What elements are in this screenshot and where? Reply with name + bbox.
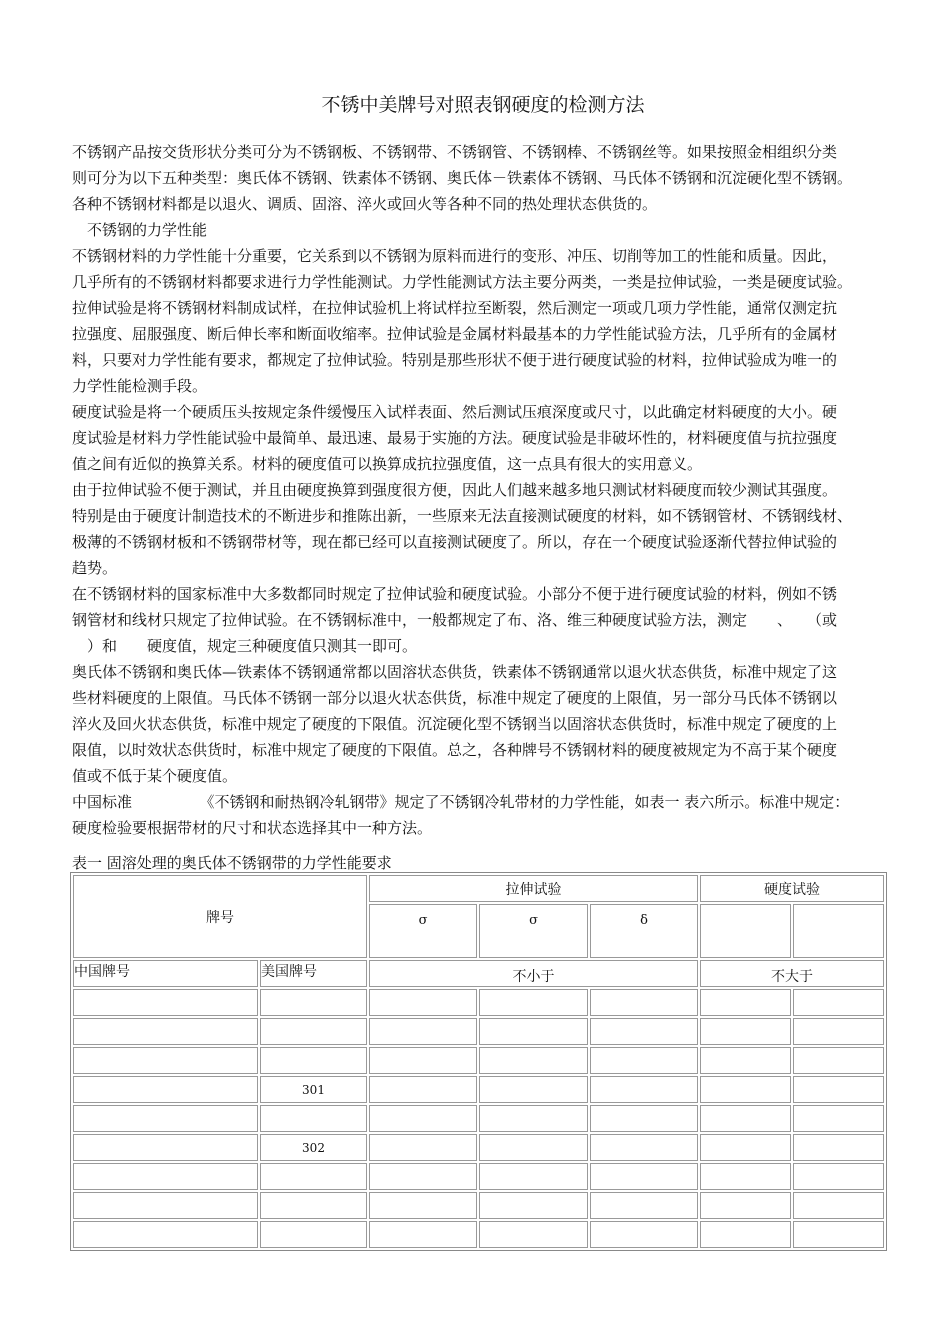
table-row	[73, 1047, 884, 1074]
table-cell	[73, 1018, 258, 1045]
table-cell	[479, 1047, 588, 1074]
table-cell	[590, 1221, 698, 1248]
table-cell	[73, 989, 258, 1016]
text-line: 力学性能检测手段。	[72, 377, 208, 395]
text-line: 不锈钢的力学性能	[72, 221, 208, 239]
table-cell	[700, 1047, 791, 1074]
us-grade-header: 美国牌号	[260, 960, 367, 987]
text-line: 硬度试验是将一个硬质压头按规定条件缓慢压入试样表面、然后测试压痕深度或尺寸，以此确定材料硬度的大小。硬	[72, 403, 838, 421]
paragraph	[72, 139, 902, 217]
table-cell	[590, 1134, 698, 1161]
text-line: 由于拉伸试验不便于测试，并且由硬度换算到强度很方便，因此人们越来越多地只测试材料硬度而较少测试其强度。	[72, 481, 838, 499]
grade-header: 牌号	[73, 875, 367, 958]
paragraph	[72, 789, 902, 841]
table-cell	[700, 1192, 791, 1219]
text-line: 硬度检验要根据带材的尺寸和状态选择其中一种方法。	[72, 819, 433, 837]
table-cell	[369, 1047, 477, 1074]
paragraph	[72, 399, 902, 477]
paragraph	[72, 581, 902, 659]
text-line: 各种不锈钢材料都是以退火、调质、固溶、淬火或回火等各种不同的热处理状态供货的。	[72, 195, 658, 213]
table-cell	[260, 1105, 367, 1132]
table-cell	[793, 1018, 884, 1045]
text-line: 不锈钢产品按交货形状分类可分为不锈钢板、不锈钢带、不锈钢管、不锈钢棒、不锈钢丝等。如果按照金相组织分类	[72, 143, 838, 161]
table-cell	[73, 1221, 258, 1248]
text-line: 则可分为以下五种类型：奥氏体不锈钢、铁素体不锈钢、奥氏体－铁素体不锈钢、马氏体不锈钢和沉淀硬化型不锈钢。	[72, 169, 853, 187]
text-line: 值或不低于某个硬度值。	[72, 767, 238, 785]
table-cell	[700, 1076, 791, 1103]
table-cell	[73, 1192, 258, 1219]
table-cell: 302	[260, 1134, 367, 1161]
text-line: 在不锈钢材料的国家标准中大多数都同时规定了拉伸试验和硬度试验。小部分不便于进行硬度试验的材料，例如不锈	[72, 585, 838, 603]
table-cell	[260, 1018, 367, 1045]
table-cell	[793, 1105, 884, 1132]
table-cell	[700, 989, 791, 1016]
text-line: 奥氏体不锈钢和奥氏体—铁素体不锈钢通常都以固溶状态供货，铁素体不锈钢通常以退火状态供货，标准中规定了这	[72, 663, 838, 681]
table-cell	[700, 1221, 791, 1248]
text-line: 不锈钢材料的力学性能十分重要，它关系到以不锈钢为原料而进行的变形、冲压、切削等加工的性能和质量。因此，	[72, 247, 838, 265]
not-more-header: 不大于	[700, 960, 884, 987]
table-cell	[700, 1163, 791, 1190]
text-line: 些材料硬度的上限值。马氏体不锈钢一部分以退火状态供货，标准中规定了硬度的上限值，另一部分马氏体不锈钢以	[72, 689, 838, 707]
table-cell	[590, 1105, 698, 1132]
table-cell	[479, 1192, 588, 1219]
table-cell	[260, 1192, 367, 1219]
not-less-header: 不小于	[369, 960, 698, 987]
table-cell	[479, 1221, 588, 1248]
table-cell	[793, 1221, 884, 1248]
text-line: 特别是由于硬度计制造技术的不断进步和推陈出新，一些原来无法直接测试硬度的材料，如不锈钢管材、不锈钢线材、	[72, 507, 853, 525]
table-cell	[479, 1076, 588, 1103]
table-cell	[260, 1221, 367, 1248]
text-line: 限值，以时效状态供货时，标准中规定了硬度的下限值。总之，各种牌号不锈钢材料的硬度被规定为不高于某个硬度	[72, 741, 838, 759]
paragraph	[72, 217, 902, 243]
table-cell	[369, 1192, 477, 1219]
text-line: 淬火及回火状态供货，标准中规定了硬度的下限值。沉淀硬化型不锈钢当以固溶状态供货时，标准中规定了硬度的上	[72, 715, 838, 733]
table-cell	[590, 1163, 698, 1190]
table-cell	[479, 989, 588, 1016]
table-cell	[479, 1134, 588, 1161]
table-cell	[700, 1018, 791, 1045]
table-cell	[700, 1134, 791, 1161]
properties-table	[70, 872, 887, 1251]
table-cell	[479, 1163, 588, 1190]
text-line: 度试验是材料力学性能试验中最简单、最迅速、最易于实施的方法。硬度试验是非破坏性的，材料硬度值与抗拉强度	[72, 429, 838, 447]
table-row	[73, 1192, 884, 1219]
paragraph	[72, 477, 902, 581]
text-line: ）和 硬度值，规定三种硬度值只测其一即可。	[72, 637, 418, 655]
text-line: 极薄的不锈钢材板和不锈钢带材等，现在都已经可以直接测试硬度了。所以，存在一个硬度试验逐渐代替拉伸试验的	[72, 533, 838, 551]
table-caption: 表一 固溶处理的奥氏体不锈钢带的力学性能要求	[72, 854, 392, 872]
table-cell	[793, 989, 884, 1016]
china-grade-header: 中国牌号	[73, 960, 258, 987]
text-line: 中国标准 《不锈钢和耐热钢冷轧钢带》规定了不锈钢冷轧带材的力学性能，如表一 表六所示。标准中规定：	[72, 793, 850, 811]
table-row	[73, 1105, 884, 1132]
table-row	[73, 1018, 884, 1045]
table-cell	[590, 1047, 698, 1074]
text-line: 值之间有近似的换算关系。材料的硬度值可以换算成抗拉强度值，这一点具有很大的实用意义。	[72, 455, 703, 473]
table-cell	[793, 1047, 884, 1074]
hardness-header: 硬度试验	[700, 875, 884, 902]
table-cell	[793, 1134, 884, 1161]
table-row	[73, 1221, 884, 1248]
table-cell	[590, 1076, 698, 1103]
table-row	[73, 1134, 884, 1161]
table-cell	[73, 1163, 258, 1190]
symbol-cell: δ	[590, 904, 698, 958]
table-cell	[369, 1221, 477, 1248]
symbol-cell: σ	[479, 904, 588, 958]
table-cell	[590, 1192, 698, 1219]
table-cell	[479, 1018, 588, 1045]
text-line: 趋势。	[72, 559, 118, 577]
table-row	[73, 1163, 884, 1190]
table-cell	[369, 1076, 477, 1103]
table-cell	[369, 1105, 477, 1132]
table-cell	[700, 1105, 791, 1132]
table-cell	[793, 1163, 884, 1190]
text-line: 拉强度、屈服强度、断后伸长率和断面收缩率。拉伸试验是金属材料最基本的力学性能试验方法，几乎所有的金属材	[72, 325, 838, 343]
table-cell	[793, 1192, 884, 1219]
table-cell	[369, 1134, 477, 1161]
table-cell	[793, 1076, 884, 1103]
symbol-cell	[700, 904, 791, 958]
table-cell	[260, 1163, 367, 1190]
table-row	[73, 989, 884, 1016]
table-cell	[73, 1105, 258, 1132]
symbol-cell: σ	[369, 904, 477, 958]
text-line: 料，只要对力学性能有要求，都规定了拉伸试验。特别是那些形状不便于进行硬度试验的材料，拉伸试验成为唯一的	[72, 351, 838, 369]
text-line: 拉伸试验是将不锈钢材料制成试样，在拉伸试验机上将试样拉至断裂，然后测定一项或几项力学性能，通常仅测定抗	[72, 299, 838, 317]
table-cell	[73, 1076, 258, 1103]
text-line: 几乎所有的不锈钢材料都要求进行力学性能测试。力学性能测试方法主要分两类，一类是拉伸试验，一类是硬度试验。	[72, 273, 853, 291]
table-cell	[73, 1047, 258, 1074]
table-cell	[590, 1018, 698, 1045]
table-cell	[369, 1163, 477, 1190]
table-cell: 301	[260, 1076, 367, 1103]
tensile-header: 拉伸试验	[369, 875, 698, 902]
paragraph	[72, 243, 902, 399]
table-cell	[260, 1047, 367, 1074]
table-row	[73, 1076, 884, 1103]
table-cell	[590, 989, 698, 1016]
table-cell	[369, 989, 477, 1016]
symbol-cell	[793, 904, 884, 958]
table-cell	[479, 1105, 588, 1132]
document-body	[72, 139, 902, 841]
table-cell	[260, 989, 367, 1016]
table-cell	[369, 1018, 477, 1045]
text-line: 钢管材和线材只规定了拉伸试验。在不锈钢标准中，一般都规定了布、洛、维三种硬度试验方法，测定 、 （或	[72, 611, 838, 629]
table-cell	[73, 1134, 258, 1161]
paragraph	[72, 659, 902, 789]
page-title: 不锈中美牌号对照表钢硬度的检测方法	[321, 94, 645, 116]
